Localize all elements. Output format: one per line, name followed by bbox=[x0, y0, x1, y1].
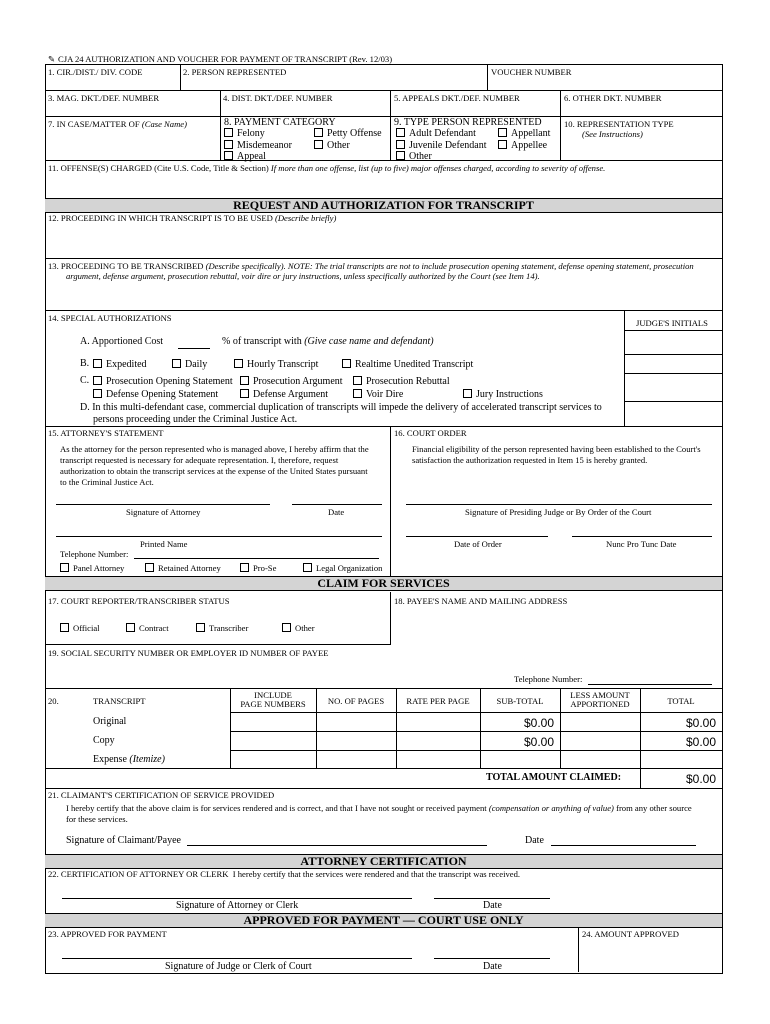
hourly-transcript-checkbox[interactable]: Hourly Transcript bbox=[234, 359, 318, 370]
less-apportioned-header: LESS AMOUNT APPORTIONED bbox=[570, 690, 630, 709]
attorney-clerk-certification-label: 22. CERTIFICATION OF ATTORNEY OR CLERK I hereby certify that the services were rendered and that the transcript was received. bbox=[48, 869, 521, 879]
date-of-order-label: Date of Order bbox=[454, 539, 502, 549]
proceeding-transcribed-field[interactable] bbox=[46, 282, 720, 308]
attorney-statement-p1: As the attorney for the person represented who is managed above, I hereby affirm that the bbox=[60, 444, 369, 454]
judges-initials-label: JUDGE'S INITIALS bbox=[636, 318, 708, 328]
ssn-ein-field[interactable] bbox=[46, 659, 389, 687]
attorney-date-label: Date bbox=[328, 507, 345, 517]
original-subtotal: $0.00 bbox=[523, 716, 554, 730]
mag-dkt-field[interactable] bbox=[46, 104, 219, 115]
other-dkt-label: 6. OTHER DKT. NUMBER bbox=[564, 93, 662, 103]
original-no-pages-field[interactable] bbox=[317, 713, 395, 730]
original-page-numbers-field[interactable] bbox=[231, 713, 315, 730]
judge-clerk-date-label: Date bbox=[483, 961, 502, 972]
attorney-statement-label: 15. ATTORNEY'S STATEMENT bbox=[48, 428, 164, 438]
attorney-statement-p4: to the Criminal Justice Act. bbox=[60, 477, 154, 487]
proceeding-used-label: 12. PROCEEDING IN WHICH TRANSCRIPT IS TO BE USED (Describe briefly) bbox=[48, 213, 337, 223]
appeals-dkt-label: 5. APPEALS DKT./DEF. NUMBER bbox=[394, 93, 520, 103]
item-20-number: 20. bbox=[48, 696, 59, 706]
judges-initials-b-field[interactable] bbox=[625, 355, 720, 372]
judge-clerk-date-line[interactable] bbox=[434, 958, 550, 959]
defense-opening-checkbox[interactable]: Defense Opening Statement bbox=[93, 389, 218, 400]
panel-attorney-checkbox[interactable]: Panel Attorney bbox=[60, 563, 124, 573]
include-page-numbers-header: INCLUDE PAGE NUMBERS bbox=[240, 690, 306, 709]
court-order-p1: Financial eligibility of the person represented having been established to the Court's bbox=[412, 444, 701, 454]
b-label: B. bbox=[80, 358, 90, 369]
other-dkt-field[interactable] bbox=[561, 104, 720, 115]
case-matter-label: 7. IN CASE/MATTER OF (Case Name) bbox=[48, 119, 187, 129]
expedited-checkbox[interactable]: Expedited bbox=[93, 359, 147, 370]
payment-other-checkbox[interactable]: Other bbox=[314, 140, 350, 151]
transcriber-checkbox[interactable]: Transcriber bbox=[196, 623, 248, 633]
attorney-clerk-date-label: Date bbox=[483, 900, 502, 911]
claimant-date-label: Date bbox=[525, 835, 544, 846]
pro-se-checkbox[interactable]: Pro-Se bbox=[240, 563, 276, 573]
presiding-judge-signature-label: Signature of Presiding Judge or By Order of the Court bbox=[465, 507, 652, 517]
printed-name-line[interactable] bbox=[56, 536, 382, 537]
court-order-label: 16. COURT ORDER bbox=[394, 428, 467, 438]
attorney-telephone-label: Telephone Number: bbox=[60, 549, 129, 559]
expense-row-label: Expense (Itemize) bbox=[93, 754, 165, 765]
section-claim-for-services: CLAIM FOR SERVICES bbox=[45, 576, 722, 591]
original-total: $0.00 bbox=[685, 716, 716, 730]
presiding-judge-signature-line[interactable] bbox=[406, 504, 712, 505]
attorney-clerk-signature-label: Signature of Attorney or Clerk bbox=[176, 900, 299, 911]
judges-initials-d-field[interactable] bbox=[625, 402, 720, 425]
prosecution-opening-checkbox[interactable]: Prosecution Opening Statement bbox=[93, 376, 233, 387]
retained-attorney-checkbox[interactable]: Retained Attorney bbox=[145, 563, 221, 573]
attorney-date-line[interactable] bbox=[292, 504, 382, 505]
appeals-dkt-field[interactable] bbox=[391, 104, 559, 115]
prosecution-argument-checkbox[interactable]: Prosecution Argument bbox=[240, 376, 343, 387]
daily-checkbox[interactable]: Daily bbox=[172, 359, 207, 370]
special-authorizations-label: 14. SPECIAL AUTHORIZATIONS bbox=[48, 313, 172, 323]
transcript-header: TRANSCRIPT bbox=[93, 696, 146, 706]
total-header: TOTAL bbox=[667, 696, 695, 706]
copy-total: $0.00 bbox=[685, 735, 716, 749]
appellant-checkbox[interactable]: Appellant bbox=[498, 128, 550, 139]
appeal-checkbox[interactable]: Appeal bbox=[224, 151, 266, 162]
payment-category-label: 8. PAYMENT CATEGORY bbox=[224, 117, 336, 128]
apportioned-text: % of transcript with (Give case name and defendant) bbox=[222, 336, 434, 347]
multi-defendant-text: D. In this multi-defendant case, commercial duplication of transcripts will impede the delivery of accelerated transcript services to bbox=[80, 402, 602, 413]
case-matter-field[interactable] bbox=[46, 130, 219, 159]
payee-name-label: 18. PAYEE'S NAME AND MAILING ADDRESS bbox=[394, 596, 568, 606]
cir-dist-div-code-field[interactable] bbox=[46, 78, 179, 89]
nunc-pro-tunc-line[interactable] bbox=[572, 536, 712, 537]
apportioned-percent-field[interactable] bbox=[178, 348, 210, 349]
attorney-clerk-date-line[interactable] bbox=[434, 898, 550, 899]
official-checkbox[interactable]: Official bbox=[60, 623, 100, 633]
section-approved-for-payment: APPROVED FOR PAYMENT — COURT USE ONLY bbox=[45, 913, 722, 928]
copy-no-pages-field[interactable] bbox=[317, 732, 395, 749]
attorney-clerk-signature-line[interactable] bbox=[62, 898, 412, 899]
petty-offense-checkbox[interactable]: Petty Offense bbox=[314, 128, 382, 139]
copy-less-apportioned-field[interactable] bbox=[561, 732, 639, 749]
nunc-pro-tunc-label: Nunc Pro Tunc Date bbox=[606, 539, 677, 549]
copy-subtotal: $0.00 bbox=[523, 735, 554, 749]
attorney-telephone-field[interactable] bbox=[134, 558, 379, 559]
appellee-checkbox[interactable]: Appellee bbox=[498, 140, 547, 151]
proceeding-transcribed-note: argument, defense argument, prosecution rebuttal, voir dire or jury instructions, unless specifically authorized by the Court (see Item 14). bbox=[66, 271, 540, 281]
proceeding-transcribed-label: 13. PROCEEDING TO BE TRANSCRIBED (Describe specifically). NOTE: The trial transcripts are not to include prosecution opening statement, defense opening statement, prosecution bbox=[48, 261, 694, 271]
claimant-certification-label: 21. CLAIMANT'S CERTIFICATION OF SERVICE PROVIDED bbox=[48, 790, 275, 800]
voir-dire-checkbox[interactable]: Voir Dire bbox=[353, 389, 403, 400]
total-amount-claimed-label: TOTAL AMOUNT CLAIMED: bbox=[486, 772, 622, 783]
no-of-pages-header: NO. OF PAGES bbox=[327, 696, 385, 706]
court-order-p2: satisfaction the authorization requested in Item 15 is hereby granted. bbox=[412, 455, 648, 465]
offenses-label: 11. OFFENSE(S) CHARGED (Cite U.S. Code, Title & Section) If more than one offense, list (up to five) major offenses charged, according to severity of offense. bbox=[48, 163, 606, 173]
multi-defendant-text-2: persons proceeding under the Criminal Justice Act. bbox=[93, 414, 298, 425]
original-less-apportioned-field[interactable] bbox=[561, 713, 639, 730]
dist-dkt-field[interactable] bbox=[221, 104, 389, 115]
jury-instructions-checkbox[interactable]: Jury Instructions bbox=[463, 389, 543, 400]
form-title: CJA 24 AUTHORIZATION AND VOUCHER FOR PAYMENT OF TRANSCRIPT (Rev. 12/03) bbox=[58, 54, 393, 64]
felony-checkbox[interactable]: Felony bbox=[224, 128, 265, 139]
form-title-icon-prefix: ✎ bbox=[48, 54, 56, 64]
person-represented-field[interactable] bbox=[181, 78, 486, 89]
person-represented-label: 2. PERSON REPRESENTED bbox=[183, 67, 287, 77]
offenses-field[interactable] bbox=[46, 174, 720, 196]
rate-per-page-header: RATE PER PAGE bbox=[406, 696, 470, 706]
ssn-ein-label: 19. SOCIAL SECURITY NUMBER OR EMPLOYER ID NUMBER OF PAYEE bbox=[48, 648, 329, 658]
prosecution-rebuttal-checkbox[interactable]: Prosecution Rebuttal bbox=[353, 376, 450, 387]
attorney-signature-line[interactable] bbox=[56, 504, 270, 505]
juvenile-defendant-checkbox[interactable]: Juvenile Defendant bbox=[396, 140, 486, 151]
proceeding-used-field[interactable] bbox=[46, 224, 720, 257]
printed-name-label: Printed Name bbox=[140, 539, 188, 549]
sub-total-header: SUB-TOTAL bbox=[496, 696, 544, 706]
cir-dist-div-code-label: 1. CIR./DIST./ DIV. CODE bbox=[48, 67, 143, 77]
dist-dkt-label: 4. DIST. DKT./DEF. NUMBER bbox=[223, 93, 333, 103]
adult-defendant-checkbox[interactable]: Adult Defendant bbox=[396, 128, 476, 139]
attorney-signature-label: Signature of Attorney bbox=[126, 507, 201, 517]
section-attorney-certification: ATTORNEY CERTIFICATION bbox=[45, 854, 722, 869]
legal-organization-checkbox[interactable]: Legal Organization bbox=[303, 563, 382, 573]
claimant-signature-label: Signature of Claimant/Payee bbox=[66, 835, 181, 846]
claimant-certification-p1: I hereby certify that the above claim is for services rendered and is correct, and that I have not sought or received payment (compensation or anything of value) from any other source bbox=[66, 803, 692, 813]
amount-approved-label: 24. AMOUNT APPROVED bbox=[582, 929, 680, 939]
judge-clerk-signature-line[interactable] bbox=[62, 958, 412, 959]
contract-checkbox[interactable]: Contract bbox=[126, 623, 169, 633]
amount-approved-field[interactable] bbox=[579, 940, 720, 971]
claimant-signature-line[interactable] bbox=[187, 845, 487, 846]
status-other-checkbox[interactable]: Other bbox=[282, 623, 315, 633]
c-label: C. bbox=[80, 375, 90, 386]
date-of-order-line[interactable] bbox=[406, 536, 548, 537]
section-request-authorization: REQUEST AND AUTHORIZATION FOR TRANSCRIPT bbox=[45, 198, 722, 213]
payee-telephone-field[interactable] bbox=[588, 684, 712, 685]
voucher-number-label: VOUCHER NUMBER bbox=[491, 67, 572, 77]
original-rate-field[interactable] bbox=[397, 713, 479, 730]
representation-type-field[interactable] bbox=[561, 140, 720, 159]
judges-initials-a-field[interactable] bbox=[625, 331, 720, 353]
judges-initials-c-field[interactable] bbox=[625, 374, 720, 400]
misdemeanor-checkbox[interactable]: Misdemeanor bbox=[224, 140, 292, 151]
representation-type-label: 10. REPRESENTATION TYPE bbox=[564, 119, 674, 129]
copy-rate-field[interactable] bbox=[397, 732, 479, 749]
type-person-label: 9. TYPE PERSON REPRESENTED bbox=[394, 117, 542, 128]
voucher-number-field[interactable] bbox=[488, 78, 720, 89]
realtime-unedited-checkbox[interactable]: Realtime Unedited Transcript bbox=[342, 359, 473, 370]
reporter-status-label: 17. COURT REPORTER/TRANSCRIBER STATUS bbox=[48, 596, 230, 606]
copy-page-numbers-field[interactable] bbox=[231, 732, 315, 749]
attorney-statement-p2: transcript requested is necessary for adequate representation. I, therefore, request bbox=[60, 455, 339, 465]
payee-telephone-label: Telephone Number: bbox=[514, 674, 583, 684]
type-other-checkbox[interactable]: Other bbox=[396, 151, 432, 162]
attorney-statement-p3: authorization to obtain the transcript services at the expense of the United States pursuant bbox=[60, 466, 368, 476]
defense-argument-checkbox[interactable]: Defense Argument bbox=[240, 389, 328, 400]
copy-row-label: Copy bbox=[93, 735, 115, 746]
claimant-date-line[interactable] bbox=[551, 845, 696, 846]
original-row-label: Original bbox=[93, 716, 127, 727]
mag-dkt-label: 3. MAG. DKT./DEF. NUMBER bbox=[48, 93, 160, 103]
apportioned-cost-label: A. Apportioned Cost bbox=[80, 336, 164, 347]
total-amount-claimed-value: $0.00 bbox=[685, 772, 716, 786]
approved-for-payment-label: 23. APPROVED FOR PAYMENT bbox=[48, 929, 167, 939]
claimant-certification-p2: for these services. bbox=[66, 814, 128, 824]
representation-type-note: (See Instructions) bbox=[582, 129, 643, 139]
judge-clerk-signature-label: Signature of Judge or Clerk of Court bbox=[165, 961, 312, 972]
